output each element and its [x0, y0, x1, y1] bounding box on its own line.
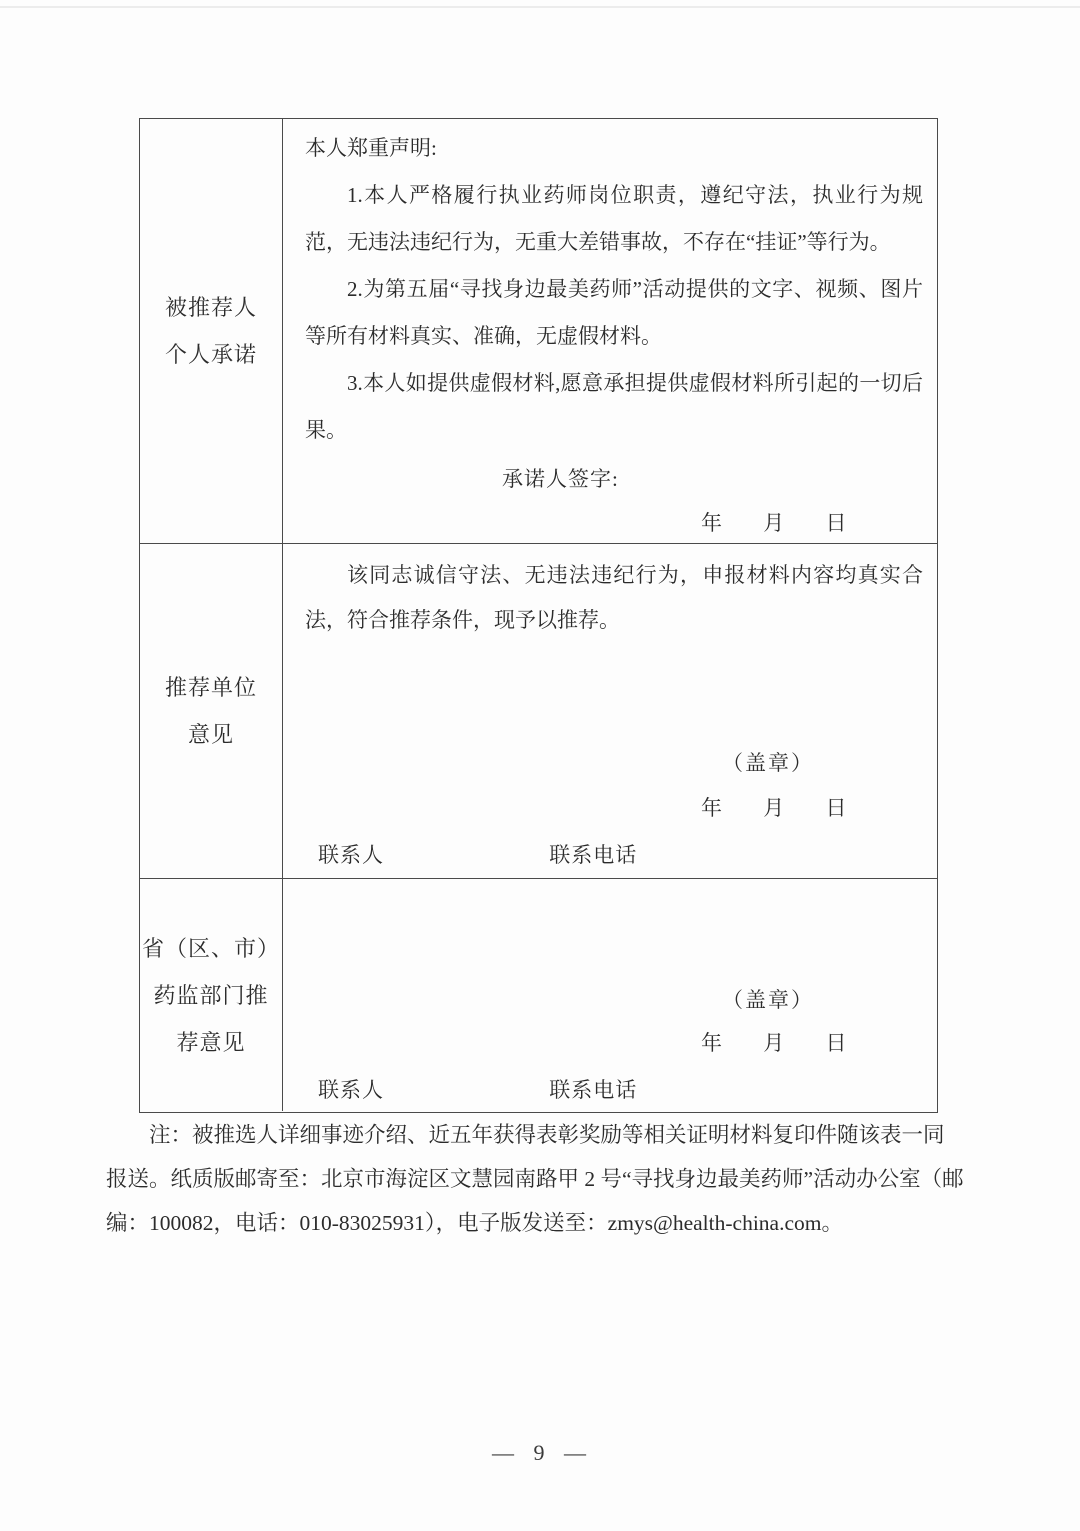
- row-header-line: 荐意见: [176, 1029, 246, 1055]
- row-header-line: 被推荐人: [164, 295, 257, 320]
- row-header-line: 个人承诺: [164, 342, 257, 367]
- contact-phone-label: 联系电话: [549, 1078, 638, 1102]
- row-header-line: 推荐单位: [164, 675, 257, 700]
- contact-person-label: 联系人: [318, 1078, 384, 1102]
- footnote-line: 编：100082，电话：010-83025931），电子版发送至：zmys@health-china.com。: [106, 1211, 843, 1235]
- footnote-line: 注：被推选人详细事迹介绍、近五年获得表彰奖励等相关证明材料复印件随该表一同: [149, 1123, 945, 1147]
- seal-placeholder: （盖章）: [722, 988, 814, 1012]
- table-row-province-opinion: [140, 879, 937, 1111]
- contact-line: [283, 1074, 937, 1104]
- row-header-line: 药监部门推: [153, 982, 269, 1008]
- statement-item-1: 1.本人严格履行执业药师岗位职责，遵纪守法，执业行为规范，无违法违纪行为，无重大差错事故，不存在“挂证”等行为。: [305, 183, 923, 254]
- footnote-line: 报送。纸质版邮寄至：北京市海淀区文慧园南路甲 2 号“寻找身边最美药师”活动办公室（邮: [106, 1167, 964, 1191]
- statement-item-2: 2.为第五届“寻找身边最美药师”活动提供的文字、视频、图片等所有材料真实、准确，无虚假材料。: [305, 277, 923, 348]
- page-number: — 9 —: [492, 1440, 588, 1465]
- contact-line: [283, 839, 937, 869]
- contact-person-label: 联系人: [318, 843, 384, 867]
- unit-opinion-text: 该同志诚信守法、无违法违纪行为，申报材料内容均真实合法，符合推荐条件，现予以推荐。: [305, 563, 923, 632]
- seal-placeholder: （盖章）: [722, 751, 814, 775]
- unit-opinion-cell: [283, 544, 937, 878]
- footnote: [106, 1113, 990, 1245]
- date-placeholder: 年 月 日: [701, 511, 849, 535]
- scan-artifact-line: [0, 6, 1080, 8]
- statement-item-3: 3.本人如提供虚假材料,愿意承担提供虚假材料所引起的一切后果。: [305, 371, 923, 442]
- table-row-unit-opinion: [140, 544, 937, 879]
- row-header-line: 意见: [187, 722, 234, 747]
- signer-signature-label: 承诺人签字:: [502, 467, 619, 491]
- row-header-personal-commitment: [140, 119, 283, 543]
- date-placeholder: 年 月 日: [701, 796, 849, 820]
- province-opinion-cell: [283, 879, 937, 1111]
- row-header-province-opinion: [140, 879, 283, 1111]
- row-header-line: 省（区、市）: [141, 935, 280, 961]
- recommendation-form-table: [139, 118, 938, 1113]
- personal-commitment-cell: [283, 119, 937, 543]
- contact-phone-label: 联系电话: [549, 843, 638, 867]
- table-row-personal-commitment: [140, 119, 937, 544]
- statement-heading: 本人郑重声明:: [305, 136, 437, 160]
- row-header-unit-opinion: [140, 544, 283, 878]
- date-placeholder: 年 月 日: [701, 1031, 849, 1055]
